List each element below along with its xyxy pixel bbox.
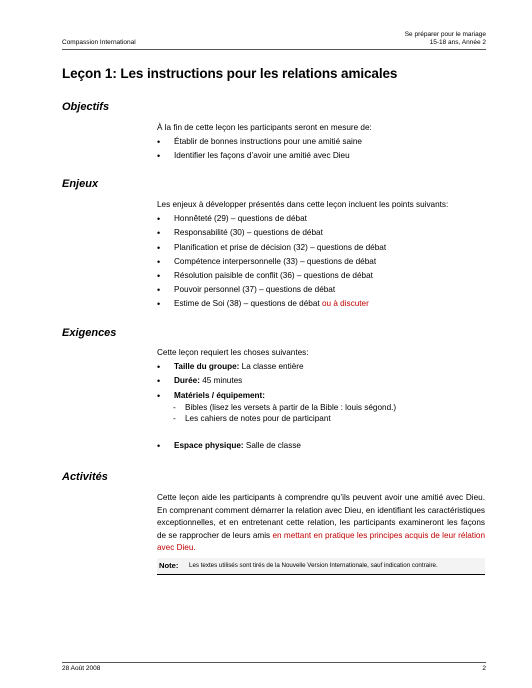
header-divider [62, 49, 486, 50]
header-level: 15-18 ans, Année 2 [429, 39, 486, 46]
enjeu-item-text: Estime de Soi (38) – questions de débat [174, 299, 320, 309]
header-organization: Compassion International [62, 39, 136, 46]
materiel-label: Matériels / équipement: [174, 390, 265, 400]
activites-text-highlight: en mettant en pratique les principes acquis de leur rélation avec Dieu. [157, 530, 485, 553]
section-heading-exigences: Exigences [62, 327, 117, 339]
exigence-espace [157, 439, 485, 453]
section-objectifs [157, 121, 485, 164]
duree-value: 45 minutes [202, 376, 243, 386]
header-course-info [405, 31, 486, 47]
objectif-item: • Établir de bonnes instructions pour une amitié saine [157, 135, 485, 149]
activites-paragraph [157, 492, 485, 555]
note-label: Note: [159, 561, 179, 570]
exigences-intro: Cette leçon requiert les choses suivantes: [157, 348, 309, 357]
section-heading-enjeux: Enjeux [62, 178, 99, 190]
enjeux-intro: Les enjeux à développer présentés dans cette leçon incluent les points suivants: [157, 200, 449, 209]
taille-label: Taille du groupe: [174, 362, 240, 372]
enjeu-item-last [157, 297, 485, 311]
enjeu-item: • Compétence interpersonnelle (33) – questions de débat [157, 255, 485, 269]
header-series: Se préparer pour le mariage [404, 31, 486, 38]
taille-value: La classe entière [241, 362, 304, 372]
section-heading-objectifs: Objectifs [62, 101, 110, 113]
page-number: 2 [482, 665, 486, 672]
enjeu-item: • Résolution paisible de conflit (36) – questions de débat [157, 269, 485, 283]
espace-label: Espace physique: [174, 440, 244, 450]
section-heading-activites: Activités [62, 471, 108, 483]
footer-divider [62, 662, 486, 663]
enjeu-item: • Pouvoir personnel (37) – questions de débat [157, 283, 485, 297]
exigence-duree [157, 374, 485, 388]
note-text: Les textes utilisés sont tirés de la Nouvelle Version Internationale, sauf indication contraire. [189, 562, 438, 569]
note-box [157, 558, 485, 575]
enjeu-item-extra: ou à discuter [321, 299, 369, 309]
section-exigences [157, 346, 485, 453]
enjeu-item: • Planification et prise de décision (32) – questions de débat [157, 241, 485, 255]
duree-label: Durée: [174, 376, 200, 386]
materiel-item: - Les cahiers de notes pour de participant [157, 413, 485, 425]
objectif-item: • Identifier les façons d’avoir une amitié avec Dieu [157, 149, 485, 163]
enjeu-item: • Responsabilité (30) – questions de débat [157, 226, 485, 240]
exigence-taille [157, 360, 485, 374]
lesson-title: Leçon 1: Les instructions pour les relations amicales [62, 66, 398, 81]
exigence-materiel [157, 389, 485, 402]
enjeu-item: • Honnêteté (29) – questions de débat [157, 212, 485, 226]
section-enjeux [157, 198, 485, 312]
footer-date: 28 Août 2008 [62, 665, 101, 672]
materiel-item: - Bibles (lisez les versets à partir de la Bible : louis ségond.) [157, 402, 485, 414]
activites-text: Cette leçon aide les participants à comprendre qu’ils peuvent avoir une amitié avec Dieu. En comprenant comment démarrer la relation avec Dieu, en identifiant les caractéristiques exceptionnelles, et en entretenant cette relation, les participants examineront les façons de se rapprocher de leurs amis [157, 493, 485, 540]
espace-value: Salle de classe [245, 440, 301, 450]
objectifs-intro: À la fin de cette leçon les participants seront en mesure de: [157, 123, 372, 132]
